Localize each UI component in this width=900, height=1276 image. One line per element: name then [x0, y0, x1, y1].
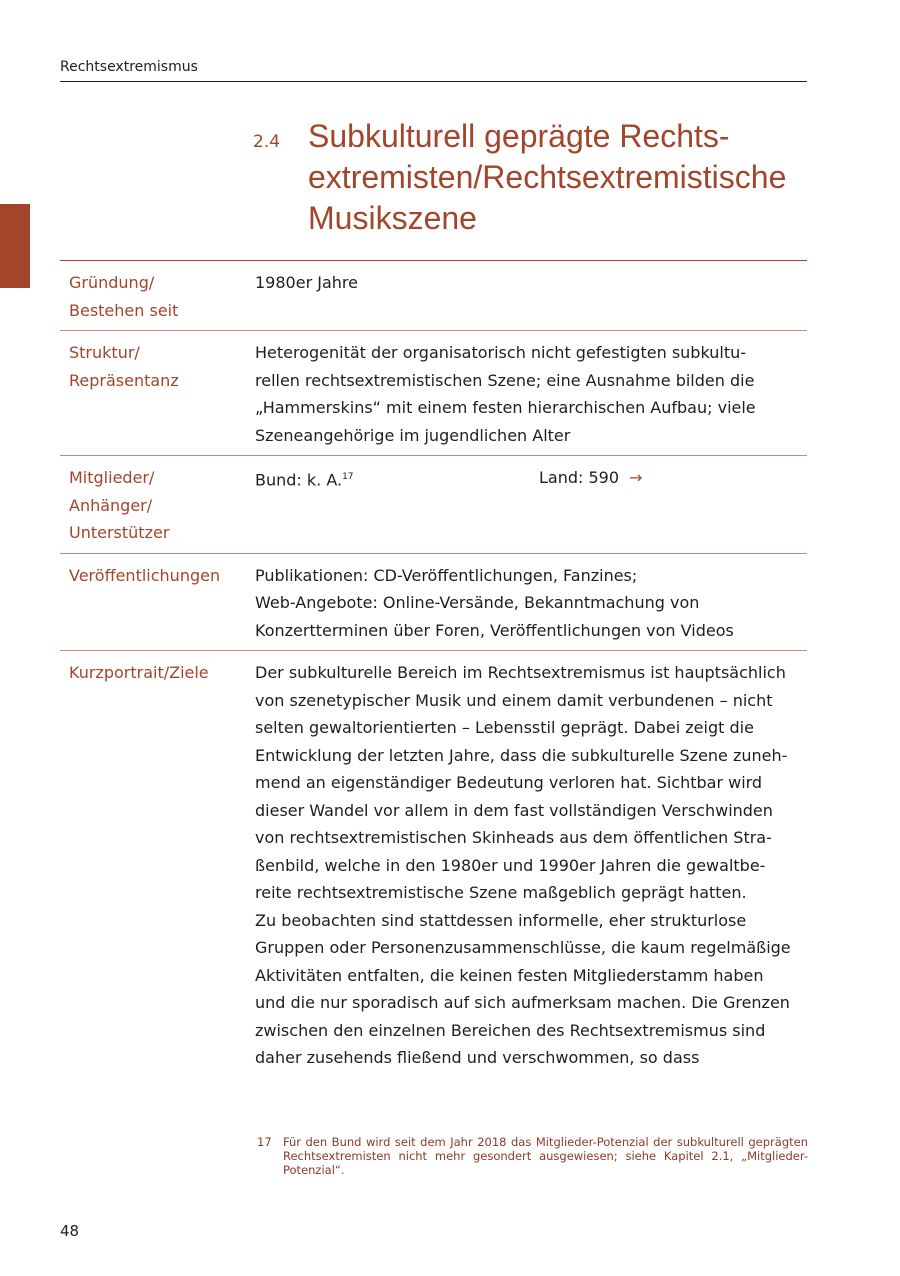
row-value	[255, 464, 807, 547]
row-value	[255, 339, 807, 449]
title-line: Musikszene	[308, 200, 477, 236]
value-line: von szenetypischer Musik und einem damit verbundenen – nicht	[255, 690, 773, 710]
label-line: Anhänger/	[69, 495, 153, 515]
value-line: Entwicklung der letzten Jahre, dass die subkulturelle Szene zuneh-	[255, 745, 788, 765]
value-line: 1980er Jahre	[255, 273, 358, 292]
row-value	[255, 659, 807, 1072]
label-line: Veröffentlichungen	[69, 565, 221, 585]
table-row-struktur	[60, 331, 807, 456]
row-value	[255, 269, 807, 324]
value-line: mend an eigenständiger Bedeutung verloren hat. Sichtbar wird	[255, 773, 763, 792]
row-label	[60, 339, 255, 449]
header-rule	[60, 81, 807, 82]
value-line: ßenbild, welche in den 1980er und 1990er Jahren die gewaltbe-	[255, 855, 766, 875]
arrow-right-icon: →	[629, 468, 643, 487]
table-row-veroeffentlichungen	[60, 554, 807, 652]
title-line: extremisten/Rechtsextremistische	[308, 159, 787, 195]
value-line: reite rechtsextremistische Szene maßgeblich geprägt hatten.	[255, 883, 747, 902]
table-row-mitglieder	[60, 456, 807, 554]
footnote-ref[interactable]: 17	[342, 472, 354, 482]
bund-count	[255, 464, 539, 547]
value-line: selten gewaltorientierten – Lebensstil geprägt. Dabei zeigt die	[255, 718, 754, 737]
value-line: und die nur sporadisch auf sich aufmerksam machen. Die Grenzen	[255, 993, 790, 1012]
value-line: dieser Wandel vor allem in dem fast vollständigen Verschwinden	[255, 800, 773, 820]
value-line: rellen rechtsextremistischen Szene; eine Ausnahme bilden die	[255, 370, 755, 390]
land-text: Land: 590	[539, 468, 620, 487]
label-line: Gründung/	[69, 273, 155, 292]
value-line: Heterogenität der organisatorisch nicht gefestigten subkultu-	[255, 343, 747, 362]
label-line: Struktur/	[69, 343, 140, 362]
row-value	[255, 562, 807, 645]
row-label	[60, 269, 255, 324]
value-line: Gruppen oder Personenzusammenschlüsse, die kaum regelmäßige	[255, 938, 791, 957]
footnote	[257, 1135, 808, 1177]
section-title	[308, 116, 786, 239]
land-count	[539, 464, 642, 547]
page-number: 48	[60, 1222, 80, 1240]
row-label	[60, 562, 255, 645]
label-line: Mitglieder/	[69, 468, 155, 487]
value-line: Zu beobachten sind stattdessen informelle, eher strukturlose	[255, 910, 747, 930]
table-row-gruendung	[60, 261, 807, 331]
table-row-kurzportrait	[60, 651, 807, 1078]
value-line: Publikationen: CD-Veröffentlichungen, Fanzines;	[255, 565, 638, 585]
label-line: Bestehen seit	[69, 300, 179, 320]
label-line: Unterstützer	[69, 523, 170, 542]
value-line: Szeneangehörige im jugendlichen Alter	[255, 425, 571, 445]
running-header: Rechtsextremismus	[60, 59, 198, 75]
profile-table	[60, 260, 807, 1078]
value-line: von rechtsextremistischen Skinheads aus dem öffentlichen Stra-	[255, 828, 772, 847]
value-line: Web-Angebote: Online-Versände, Bekanntmachung von	[255, 593, 700, 612]
label-line: Kurzportrait/Ziele	[69, 663, 209, 682]
footnote-text: Für den Bund wird seit dem Jahr 2018 das Mitglieder-Potenzial der subkulturell geprägten Rechtsextremisten nicht mehr gesondert ausgewiesen; siehe Kapitel 2.1, „Mitglieder-Potenzial“.	[283, 1135, 808, 1177]
row-label	[60, 659, 255, 1072]
value-line: daher zusehends fließend und verschwommen, so dass	[255, 1048, 700, 1067]
label-line: Repräsentanz	[69, 370, 179, 390]
footnote-number: 17	[257, 1135, 272, 1149]
value-line: Der subkulturelle Bereich im Rechtsextremismus ist hauptsächlich	[255, 663, 786, 682]
value-line: „Hammerskins“ mit einem festen hierarchischen Aufbau; viele	[255, 398, 756, 417]
title-line: Subkulturell geprägte Rechts-	[308, 118, 730, 154]
chapter-tab-marker	[0, 204, 30, 288]
row-label	[60, 464, 255, 547]
value-line: Konzertterminen über Foren, Veröffentlichungen von Videos	[255, 620, 734, 640]
section-number: 2.4	[253, 132, 281, 152]
bund-text: Bund: k. A.	[255, 470, 343, 490]
value-line: Aktivitäten entfalten, die keinen festen Mitgliederstamm haben	[255, 965, 764, 985]
value-line: zwischen den einzelnen Bereichen des Rechtsextremismus sind	[255, 1020, 766, 1040]
